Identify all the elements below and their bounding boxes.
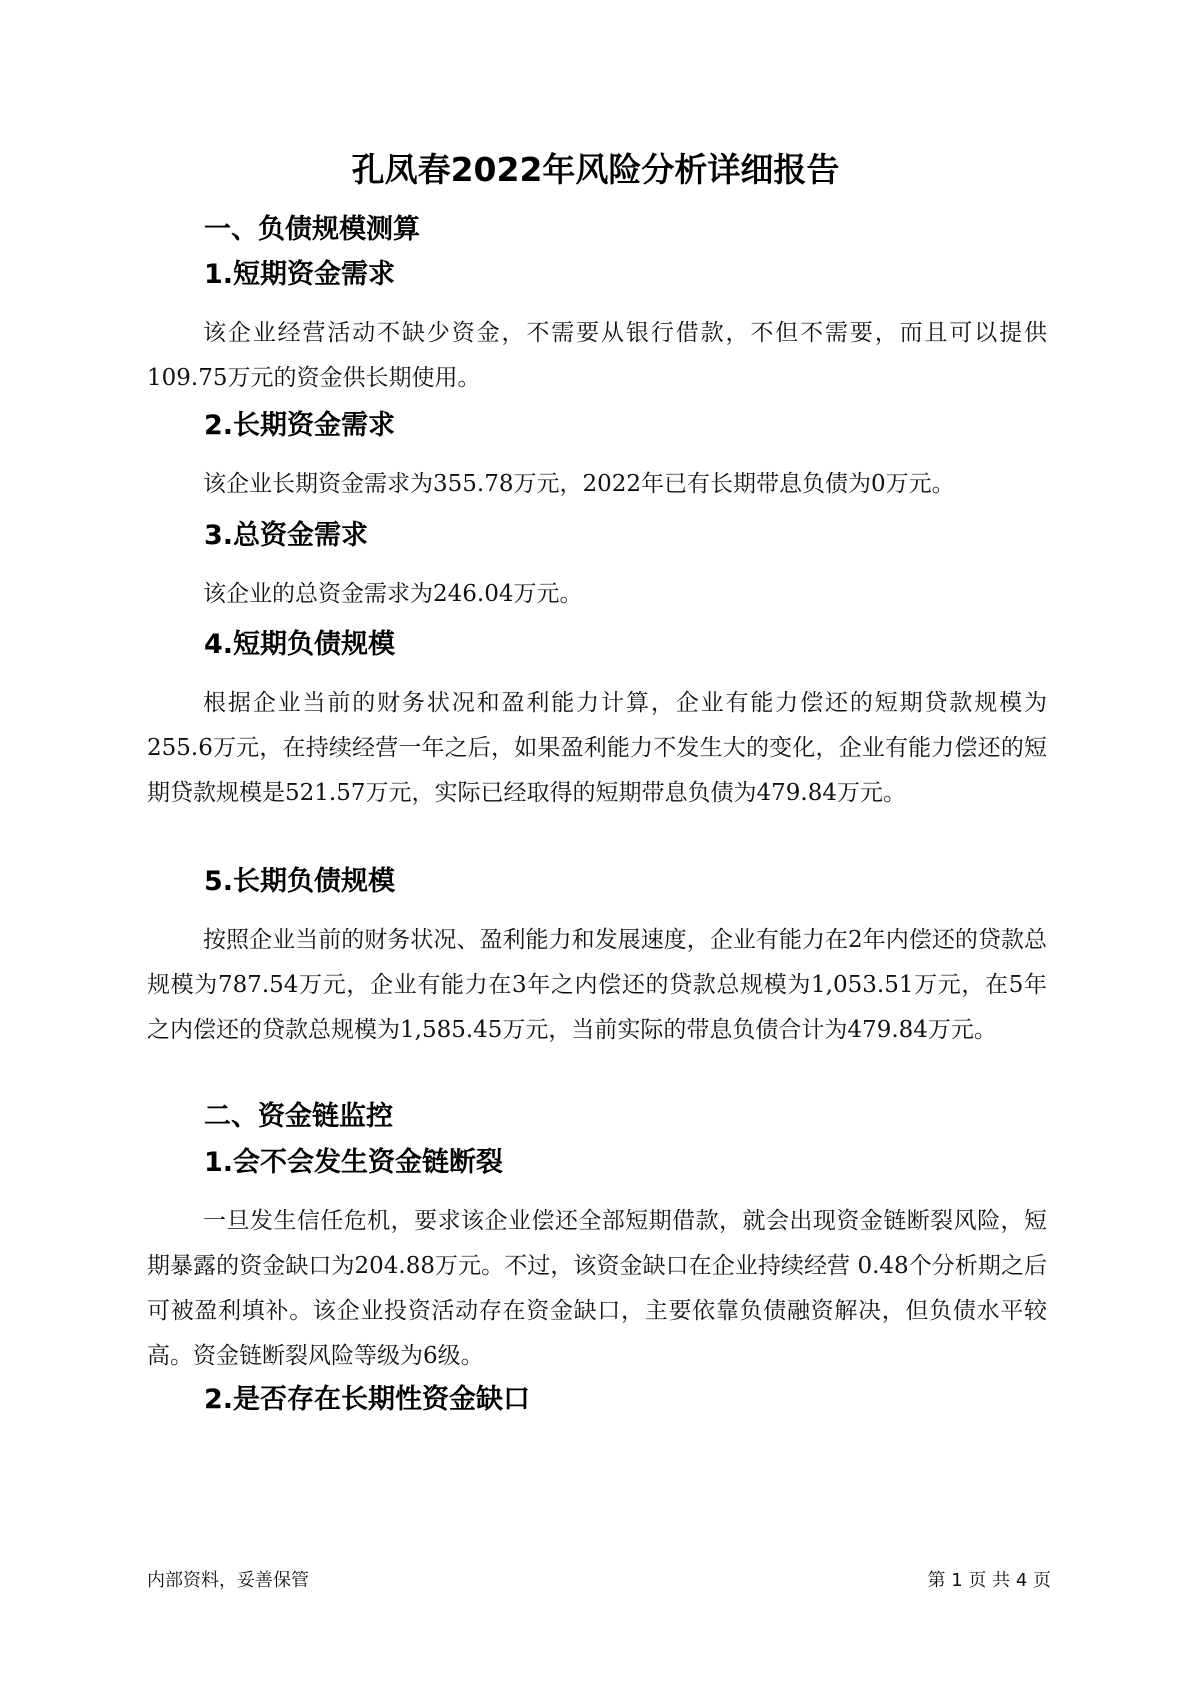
subheading-short-term-demand: 1.短期资金需求 (204, 259, 396, 290)
paragraph-chain-break: 一旦发生信任危机，要求该企业偿还全部短期借款，就会出现资金链断裂风险，短期暴露的资金缺口为204.88万元。不过，该资金缺口在企业持续经营 0.48个分析期之后可被盈利填补。该企业投资活动存在资金缺口，主要依靠负债融资解决，但负债水平较高。资金链断裂风险等级为6级。 (147, 1208, 1047, 1369)
subheading-chain-break: 1.会不会发生资金链断裂 (204, 1147, 504, 1178)
paragraph-long-term-debt: 按照企业当前的财务状况、盈利能力和发展速度，企业有能力在2年内偿还的贷款总规模为787.54万元，企业有能力在3年之内偿还的贷款总规模为1,053.51万元，在5年之内偿还的贷款总规模为1,585.45万元，当前实际的带息负债合计为479.84万元。 (147, 927, 1047, 1043)
subheading-short-term-debt: 4.短期负债规模 (204, 629, 396, 660)
footer-confidential-note: 内部资料，妥善保管 (147, 1570, 309, 1591)
footer-page-number: 第 1 页 共 4 页 (927, 1570, 1051, 1591)
section-heading-capital-chain: 二、资金链监控 (204, 1101, 393, 1132)
section-heading-debt-scale: 一、负债规模测算 (204, 214, 420, 245)
paragraph-short-term-debt: 根据企业当前的财务状况和盈利能力计算，企业有能力偿还的短期贷款规模为255.6万元，在持续经营一年之后，如果盈利能力不发生大的变化，企业有能力偿还的短期贷款规模是521.57万元，实际已经取得的短期带息负债为479.84万元。 (147, 690, 1047, 806)
document-title: 孔凤春2022年风险分析详细报告 (351, 150, 840, 189)
subheading-total-demand: 3.总资金需求 (204, 520, 369, 551)
paragraph-long-term-demand: 该企业长期资金需求为355.78万元，2022年已有长期带息负债为0万元。 (203, 471, 955, 497)
subheading-long-term-gap: 2.是否存在长期性资金缺口 (204, 1384, 531, 1415)
paragraph-total-demand: 该企业的总资金需求为246.04万元。 (203, 581, 583, 607)
paragraph-short-term-demand: 该企业经营活动不缺少资金，不需要从银行借款，不但不需要，而且可以提供109.75万元的资金供长期使用。 (147, 320, 1047, 391)
subheading-long-term-debt: 5.长期负债规模 (204, 866, 396, 897)
subheading-long-term-demand: 2.长期资金需求 (204, 410, 396, 441)
